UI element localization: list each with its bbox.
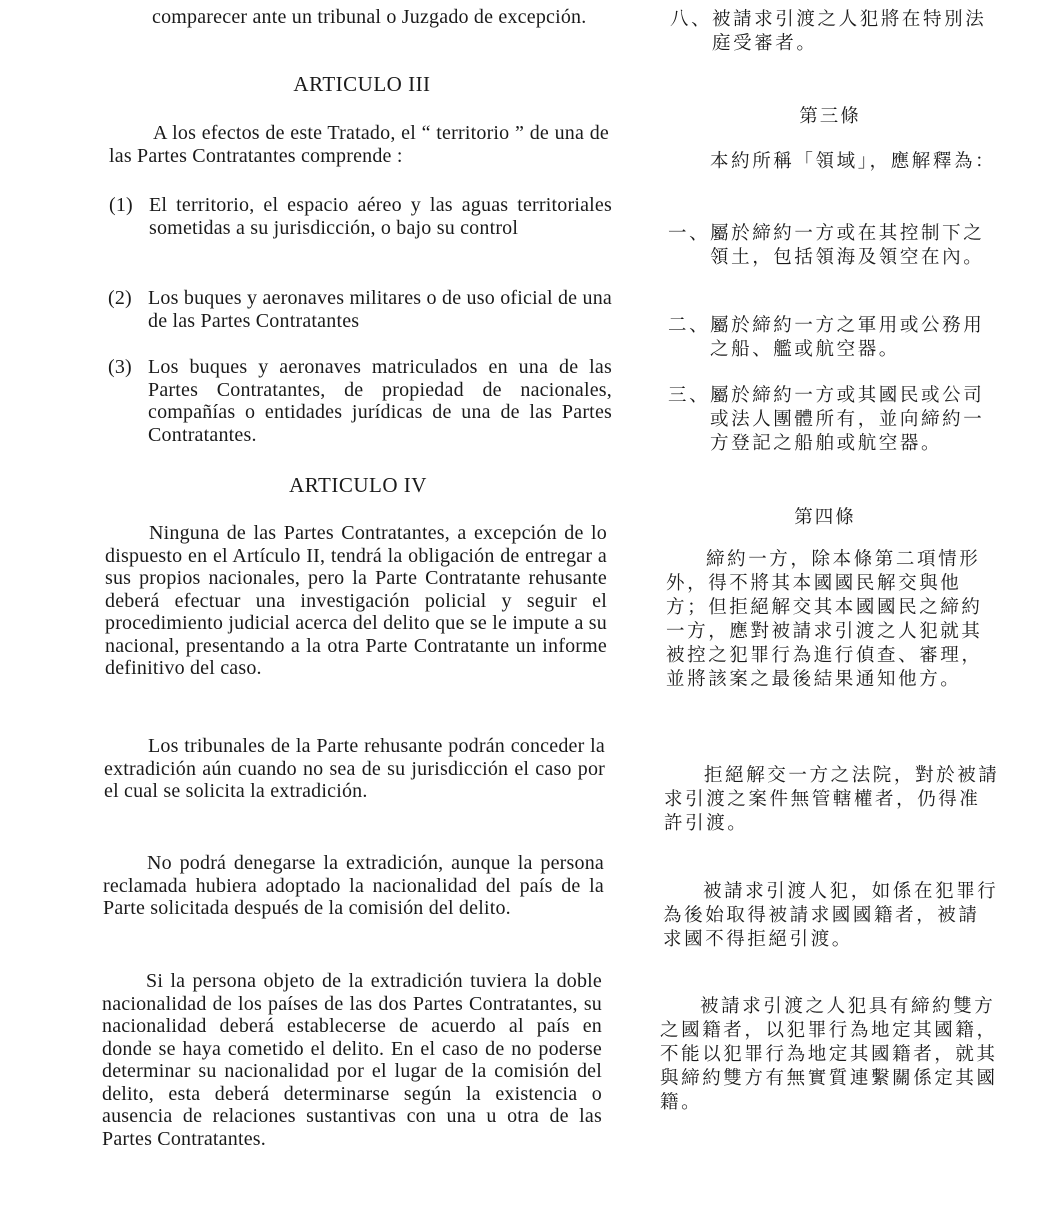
zh-article-4-paragraph-1: 締約一方，除本條第二項情形外，得不將其本國國民解交與他方；但拒絕解交其本國國民之締約一方，應對被請求引渡之人犯就其被控之犯罪行為進行偵查、審理，並將該案之最後結果通知他方。 — [666, 549, 983, 690]
article-4-paragraph-1: Ninguna de las Partes Contratantes, a excepción de lo dispuesto en el Artículo II, tendrá la obligación de entregar a sus propios nacionales, pero la Parte Contratante rehusante deberá efectuar una investigación policial y seguir el procedimiento judicial acerca del delito que se le impute a su nacional, presentando a la otra Parte Contratante un informe definitivo del caso. — [105, 522, 607, 679]
item-text: Los buques y aeronaves matriculados en una de las Partes Contratantes, de propiedad de nacionales, compañías o entidades jurídicas de una de las Partes Contratantes. — [148, 356, 612, 446]
item-number: 八、 — [670, 9, 713, 30]
item-number: 三、 — [668, 385, 711, 406]
item-text: El territorio, el espacio aéreo y las aguas territoriales sometidas a su jurisdicción, o bajo su control — [149, 194, 612, 239]
zh-article-3-heading: 第三條 — [799, 106, 861, 127]
item-number: (3) — [108, 356, 132, 378]
item-text: 屬於締約一方或在其控制下之領土，包括領海及領空在內。 — [710, 223, 985, 268]
item-text: 被請求引渡之人犯將在特別法庭受審者。 — [712, 9, 987, 54]
zh-article-4-paragraph-3: 被請求引渡人犯，如係在犯罪行為後始取得被請求國國籍者，被請求國不得拒絕引渡。 — [663, 881, 999, 950]
item-text: Los buques y aeronaves militares o de uso oficial de una de las Partes Contratantes — [148, 287, 612, 332]
zh-article-3-intro: 本約所稱「領域」，應解釋為： — [710, 151, 997, 172]
item-number: 二、 — [668, 315, 711, 336]
zh-article-4-paragraph-4: 被請求引渡之人犯具有締約雙方之國籍者，以犯罪行為地定其國籍，不能以犯罪行為地定其國籍者，就其與締約雙方有無實質連繫關係定其國籍。 — [660, 996, 998, 1113]
article-3-intro: A los efectos de este Tratado, el “ territorio ” de una de las Partes Contratantes comprende : — [109, 122, 609, 167]
intro-fragment: comparecer ante un tribunal o Juzgado de excepción. — [152, 6, 587, 28]
article-3-heading: ARTICULO III — [293, 72, 431, 96]
article-4-heading: ARTICULO IV — [289, 473, 427, 497]
item-text: 屬於締約一方之軍用或公務用之船、艦或航空器。 — [710, 315, 985, 360]
article-4-paragraph-3: No podrá denegarse la extradición, aunque la persona reclamada hubiera adoptado la nacionalidad del país de la Parte solicitada después de la comisión del delito. — [103, 852, 604, 919]
zh-article-4-heading: 第四條 — [794, 507, 856, 528]
item-number: (1) — [109, 194, 133, 216]
item-number: (2) — [108, 287, 132, 309]
zh-article-4-paragraph-2: 拒絕解交一方之法院，對於被請求引渡之案件無管轄權者，仍得准許引渡。 — [664, 765, 1000, 834]
item-text: 屬於締約一方或其國民或公司或法人團體所有，並向締約一方登記之船舶或航空器。 — [710, 385, 985, 454]
item-number: 一、 — [668, 223, 711, 244]
article-4-paragraph-4: Si la persona objeto de la extradición tuviera la doble nacionalidad de los países de las dos Partes Contratantes, su nacionalidad deberá establecerse de acuerdo al país en donde se haya cometido el delito. En el caso de no poderse determinar su nacionalidad por el lugar de la comisión del delito, esta deberá determinarse según la existencia o ausencia de relaciones sustantivas con una u otra de las Partes Contratantes. — [102, 970, 602, 1150]
article-4-paragraph-2: Los tribunales de la Parte rehusante podrán conceder la extradición aún cuando no sea de su jurisdicción el caso por el cual se solicita la extradición. — [104, 735, 605, 802]
